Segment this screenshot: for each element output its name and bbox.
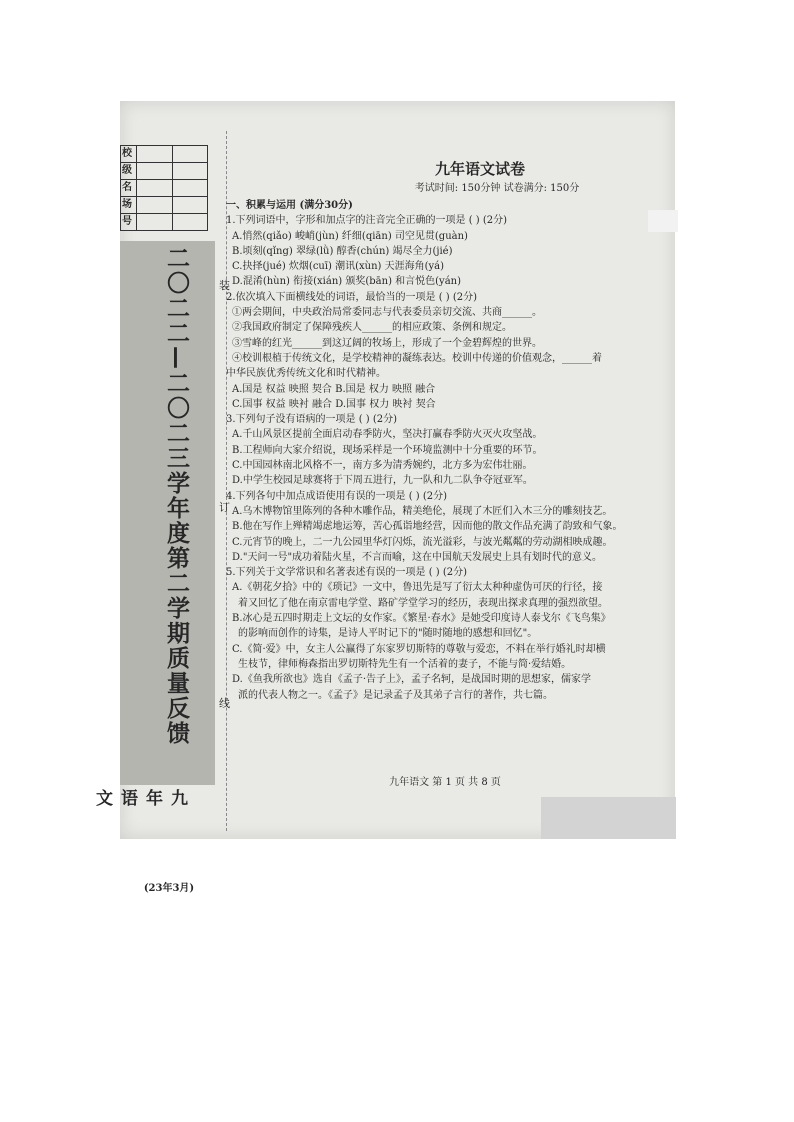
question-line: ③雪峰的红光______到这辽阔的牧场上，形成了一个金碧辉煌的世界。 [232,337,542,349]
question-line: 生枝节，律师梅森指出罗切斯特先生有一个活着的妻子，不能与简·爱结婚。 [238,658,572,670]
question-line: C.中国园林南北风格不一，南方多为清秀婉约，北方多为宏伟壮丽。 [232,460,533,472]
question-content [226,198,656,703]
info-label: 号 [121,214,137,231]
binding-mark: 订 [219,501,230,514]
question-line: 2.依次填入下面横线处的词语，最恰当的一项是 ( ) (2分) [226,291,478,303]
question-line: 着又回忆了他在南京雷电学堂、路矿学堂学习的经历，表现出探求真理的强烈欲望。 [238,597,608,609]
redaction-box [648,210,678,232]
question-line: D.混淆(hùn) 衔接(xián) 颁奖(bān) 和言悦色(yán) [232,276,462,288]
exam-title: 九年语文试卷 [434,160,525,178]
question-line: D."天问一号"成功着陆火星，不言而喻，这在中国航天发展史上具有划时代的意义。 [232,551,603,563]
question-line: C.元宵节的晚上，二一九公园里华灯闪烁，流光溢彩，与波光粼粼的劳动湖相映成趣。 [232,536,613,548]
question-line: 3.下列句子没有语病的一项是 ( ) (2分) [226,414,398,426]
exam-side-band [92,241,215,894]
question-line: 的影响而创作的诗集，是诗人平时记下的"随时随地的感想和回忆"。 [238,628,538,640]
question-line: D.《鱼我所欲也》选自《孟子·告子上》，孟子名轲，是战国时期的思想家，儒家学 [232,674,592,686]
question-line: ④校训根植于传统文化，是学校精神的凝练表达。校训中传递的价值观念，______着 [232,352,602,364]
question-line: 中华民族优秀传统文化和时代精神。 [226,368,386,380]
question-line: A.《朝花夕拾》中的《琐记》一文中，鲁迅先是写了衍太太种种虚伪可厌的行径，接 [232,582,603,594]
question-line: 派的代表人物之一。《孟子》是记录孟子及其弟子言行的著作，共七篇。 [238,689,553,701]
scanned-exam-photo [92,101,675,894]
question-line: 4.下列各句中加点成语使用有误的一项是 ( ) (2分) [226,490,448,502]
question-line: 1.下列词语中，字形和加点字的注音完全正确的一项是 ( ) (2分) [226,215,508,227]
section-heading: 一、积累与运用 (满分30分) [226,200,353,211]
info-label: 场 [121,197,137,214]
question-line: A.悄然(qiǎo) 峻峭(jùn) 纤细(qiān) 司空见贯(guàn) [232,230,468,242]
page-footer: 九年语文 第 1 页 共 8 页 [389,777,501,788]
question-line: ①两会期间，中央政治局常委同志与代表委员亲切交流、共商______。 [232,307,542,319]
question-line: D.中学生校园足球赛将于下周五进行，九一队和九二队争夺冠亚军。 [232,475,533,487]
vertical-exam-title: 二〇二二—二〇二三学年度第二学期质量反馈 [163,246,189,746]
question-line: A.乌木博物馆里陈列的各种木雕作品，精美绝伦，展现了木匠们入木三分的雕刻技艺。 [232,505,613,517]
question-line: B.工程师向大家介绍说，现场采样是一个环境监测中十分重要的环节。 [232,444,543,456]
exam-date: (23年3月) [143,883,195,894]
exam-meta: 考试时间: 150分钟 试卷满分: 150分 [414,183,580,194]
question-line: 5.下列关于文学常识和名著表述有误的一项是 ( ) (2分) [226,567,468,579]
vertical-subject: 九年语文 [92,789,187,809]
info-label: 名 [121,180,137,197]
question-line: B.冰心是五四时期走上文坛的女作家。《繁星·春水》是她受印度诗人泰戈尔《飞鸟集》 [232,613,611,625]
question-line: A.国是 权益 映照 契合 B.国是 权力 映照 融合 [232,383,436,395]
binding-mark: 装 [219,279,230,292]
question-line: C.《简·爱》中，女主人公赢得了东家罗切斯特的尊敬与爱恋，不料在举行婚礼时却横 [232,643,606,655]
question-line: B.他在写作上殚精竭虑地运筹，苦心孤诣地经营，因而他的散文作品充满了韵致和气象。 [232,521,623,533]
info-label: 级 [121,163,137,180]
redaction-box [541,797,676,839]
student-info-table [120,145,208,231]
question-line: C.抉择(jué) 炊烟(cuī) 潮讯(xùn) 天涯海角(yá) [232,261,445,273]
question-line: B.顷刻(qǐng) 翠绿(lǜ) 醇香(chún) 竭尽全力(jié) [232,245,453,257]
binding-mark: 线 [219,697,230,710]
info-label: 校 [121,146,137,163]
question-line: A.千山风景区提前全面启动春季防火，坚决打赢春季防火灭火攻坚战。 [232,429,543,441]
question-line: C.国事 权益 映衬 融合 D.国事 权力 映衬 契合 [232,398,436,410]
question-line: ②我国政府制定了保障残疾人______的相应政策、条例和规定。 [232,322,512,334]
